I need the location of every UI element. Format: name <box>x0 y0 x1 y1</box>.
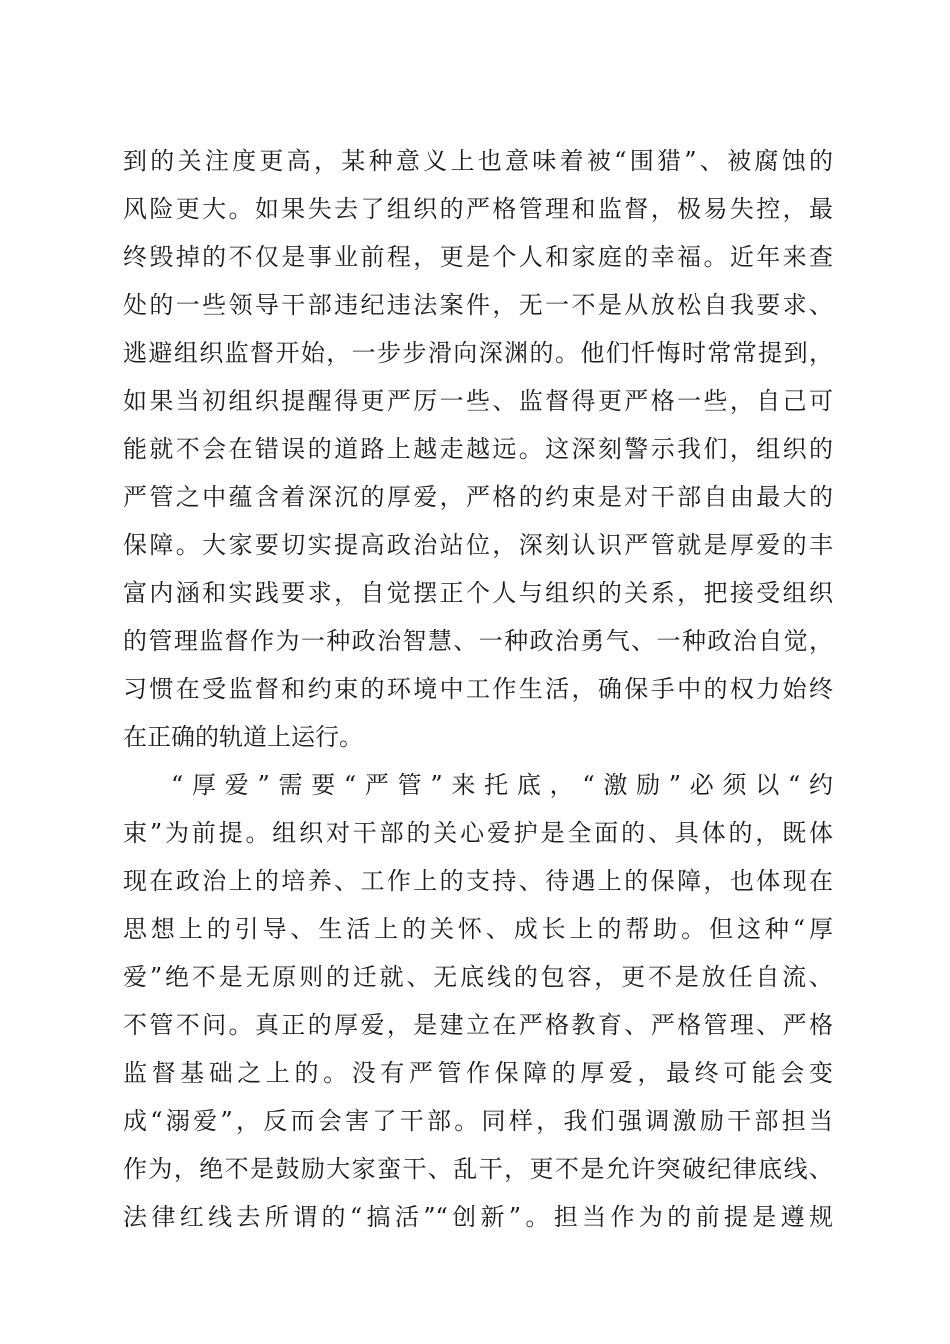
text-line: 严管之中蕴含着深沉的厚爱，严格的约束是对干部自由最大的 <box>123 483 833 511</box>
text-line: 在正确的轨道上运行。 <box>123 723 363 751</box>
text-line: 监督基础之上的。没有严管作保障的厚爱，最终可能会变 <box>123 1059 833 1087</box>
text-line: “厚爱”需要“严管”来托底，“激励”必须以“约 <box>171 771 833 799</box>
text-line: 作为，绝不是鼓励大家蛮干、乱干，更不是允许突破纪律底线、 <box>123 1155 833 1183</box>
text-line: 富内涵和实践要求，自觉摆正个人与组织的关系，把接受组织 <box>123 579 833 607</box>
text-line: 法律红线去所谓的“搞活”“创新”。担当作为的前提是遵规 <box>123 1203 833 1231</box>
text-line: 风险更大。如果失去了组织的严格管理和监督，极易失控，最 <box>123 195 833 223</box>
text-line: 保障。大家要切实提高政治站位，深刻认识严管就是厚爱的丰 <box>123 531 833 559</box>
text-line: 不管不问。真正的厚爱，是建立在严格教育、严格管理、严格 <box>123 1011 833 1039</box>
text-line: 束”为前提。组织对干部的关心爱护是全面的、具体的，既体 <box>123 819 833 847</box>
text-line: 成“溺爱”，反而会害了干部。同样，我们强调激励干部担当 <box>123 1107 833 1135</box>
text-line: 到的关注度更高，某种意义上也意味着被“围猎”、被腐蚀的 <box>123 147 833 175</box>
text-line: 习惯在受监督和约束的环境中工作生活，确保手中的权力始终 <box>123 675 833 703</box>
text-line: 爱”绝不是无原则的迁就、无底线的包容，更不是放任自流、 <box>123 963 833 991</box>
text-line: 的管理监督作为一种政治智慧、一种政治勇气、一种政治自觉， <box>123 627 833 655</box>
text-line: 思想上的引导、生活上的关怀、成长上的帮助。但这种“厚 <box>123 915 833 943</box>
text-line: 终毁掉的不仅是事业前程，更是个人和家庭的幸福。近年来查 <box>123 243 833 271</box>
text-line: 逃避组织监督开始，一步步滑向深渊的。他们忏悔时常常提到， <box>123 339 833 367</box>
text-line: 能就不会在错误的道路上越走越远。这深刻警示我们，组织的 <box>123 435 833 463</box>
text-line: 现在政治上的培养、工作上的支持、待遇上的保障，也体现在 <box>123 867 833 895</box>
text-line: 处的一些领导干部违纪违法案件，无一不是从放松自我要求、 <box>123 291 833 319</box>
text-line: 如果当初组织提醒得更严厉一些、监督得更严格一些，自己可 <box>123 387 833 415</box>
